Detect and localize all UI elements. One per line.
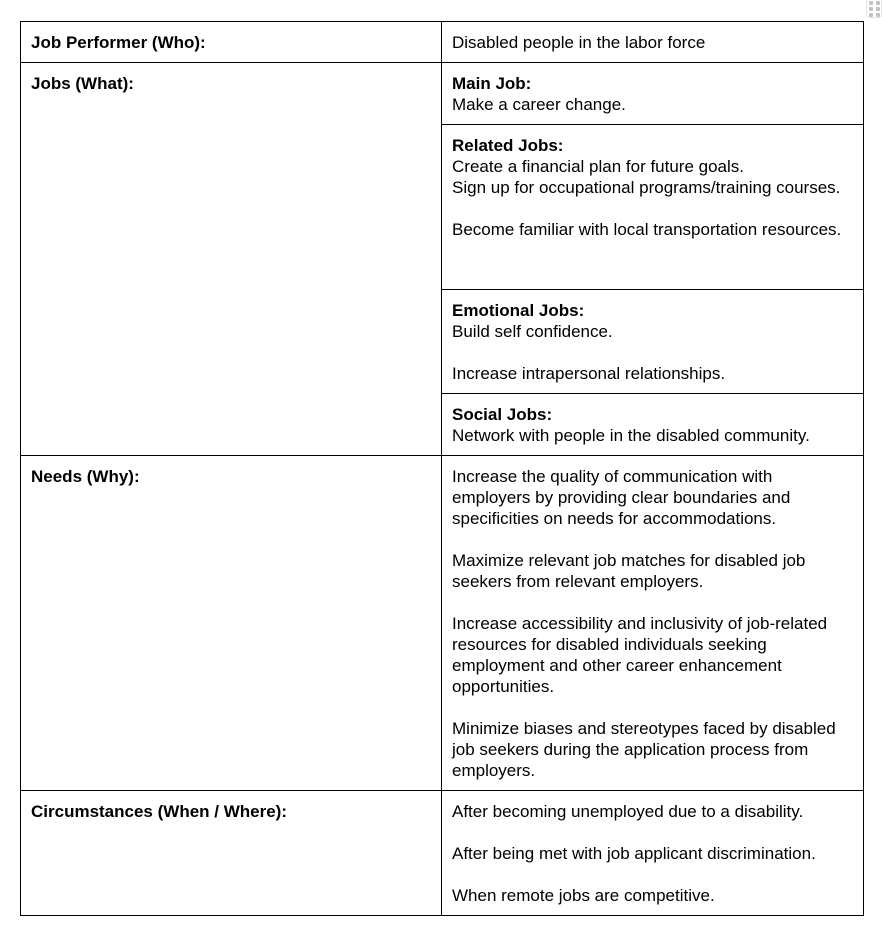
need-item: Increase the quality of communication with employers by providing clear boundaries and specificities on needs for accommodations. — [452, 467, 796, 528]
emotional-job-line: Build self confidence. — [452, 322, 613, 341]
related-job-line: Sign up for occupational programs/training courses. — [452, 178, 841, 197]
table-row-performer — [21, 22, 864, 63]
circumstances-label-cell[interactable] — [21, 791, 442, 916]
need-item: Maximize relevant job matches for disabled job seekers from relevant employers. — [452, 551, 811, 591]
needs-value-cell[interactable] — [442, 456, 864, 791]
circumstances-label: Circumstances (When / Where): — [31, 802, 287, 821]
table-row-circumstances — [21, 791, 864, 916]
main-job-heading: Main Job: — [452, 74, 532, 93]
drag-dot-icon — [876, 13, 880, 17]
social-jobs-heading: Social Jobs: — [452, 405, 553, 424]
performer-value-cell[interactable] — [442, 22, 864, 63]
related-job-line: Create a financial plan for future goals. — [452, 157, 745, 176]
main-job-line: Make a career change. — [452, 95, 626, 114]
drag-dot-icon — [869, 7, 873, 11]
blank-line — [452, 529, 853, 550]
drag-dot-icon — [876, 1, 880, 5]
emotional-jobs-cell[interactable] — [442, 290, 864, 394]
social-jobs-cell[interactable] — [442, 394, 864, 456]
related-jobs-cell[interactable] — [442, 125, 864, 290]
blank-line — [452, 822, 853, 843]
drag-dot-icon — [876, 7, 880, 11]
jobs-label-cell[interactable] — [21, 63, 442, 456]
need-item: Increase accessibility and inclusivity of job-related resources for disabled individuals seeking employment and other career enhancement opportunities. — [452, 614, 832, 696]
main-job-cell[interactable] — [442, 63, 864, 125]
related-job-line: Become familiar with local transportation resources. — [452, 220, 842, 239]
performer-label-cell[interactable] — [21, 22, 442, 63]
table-drag-handle[interactable] — [866, 0, 882, 18]
circumstance-item: When remote jobs are competitive. — [452, 886, 715, 905]
job-map-table — [20, 21, 864, 916]
table-row-needs — [21, 456, 864, 791]
drag-dot-icon — [869, 13, 873, 17]
performer-value: Disabled people in the labor force — [452, 33, 706, 52]
blank-line — [452, 342, 853, 363]
blank-line — [452, 697, 853, 718]
emotional-job-line: Increase intrapersonal relationships. — [452, 364, 726, 383]
social-job-line: Network with people in the disabled community. — [452, 426, 810, 445]
circumstance-item: After becoming unemployed due to a disability. — [452, 802, 804, 821]
circumstances-value-cell[interactable] — [442, 791, 864, 916]
emotional-jobs-heading: Emotional Jobs: — [452, 301, 585, 320]
needs-label: Needs (Why): — [31, 467, 140, 486]
blank-line — [452, 592, 853, 613]
needs-label-cell[interactable] — [21, 456, 442, 791]
circumstance-item: After being met with job applicant discrimination. — [452, 844, 816, 863]
drag-dot-icon — [869, 1, 873, 5]
table-row-jobs-main — [21, 63, 864, 125]
related-jobs-heading: Related Jobs: — [452, 136, 564, 155]
blank-line — [452, 864, 853, 885]
performer-label: Job Performer (Who): — [31, 33, 206, 52]
need-item: Minimize biases and stereotypes faced by disabled job seekers during the application process from employers. — [452, 719, 841, 780]
jobs-label: Jobs (What): — [31, 74, 134, 93]
blank-line — [452, 198, 853, 219]
